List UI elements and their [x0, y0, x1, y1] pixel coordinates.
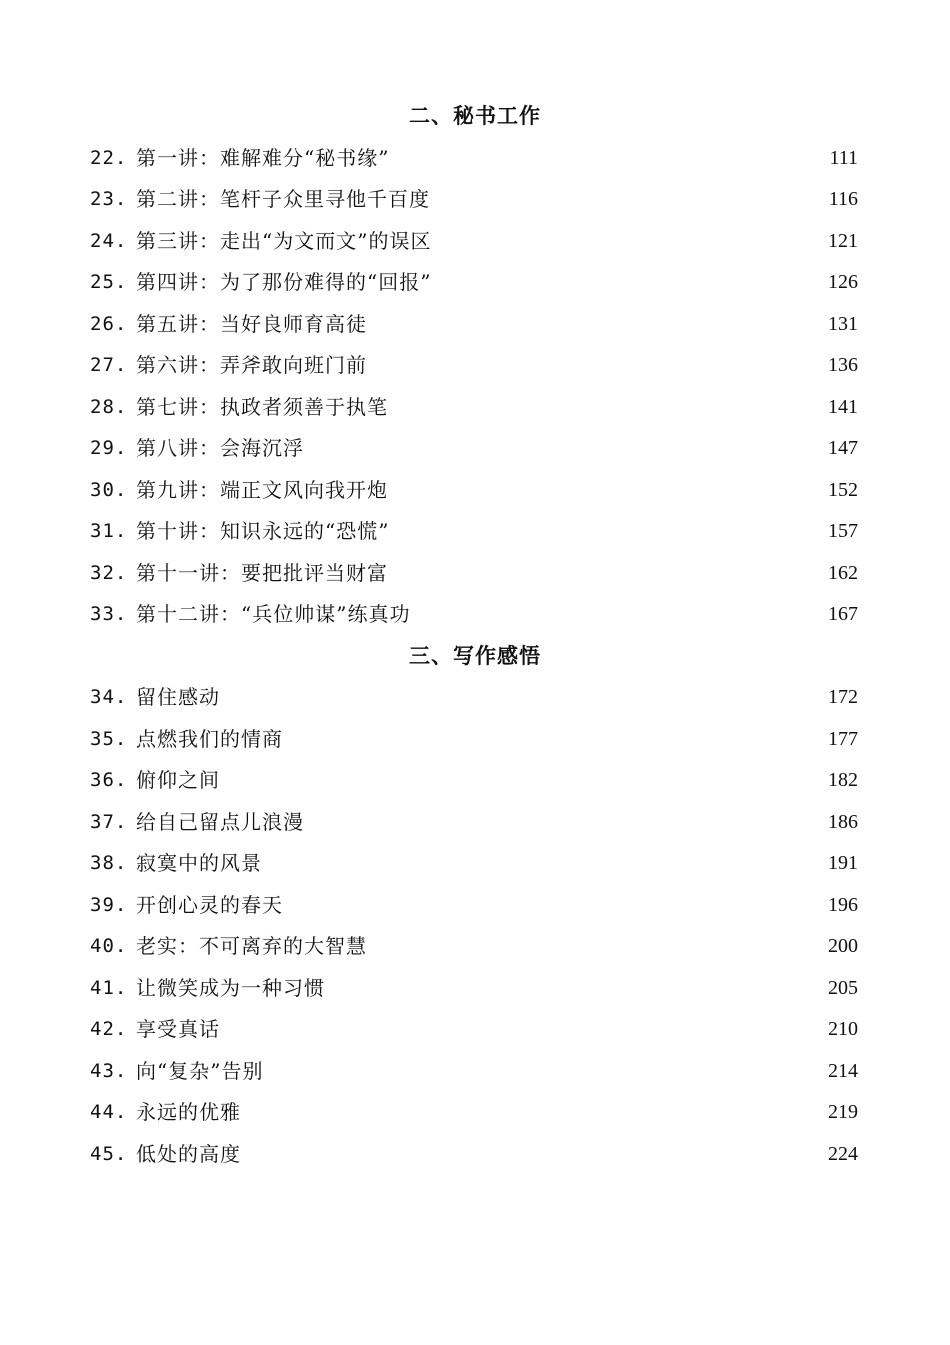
entry-number: 23. [90, 188, 128, 210]
entry-title: 第六讲：弄斧敢向班门前 [136, 353, 367, 377]
entry-number: 36. [90, 769, 128, 791]
entry-page: 191 [828, 852, 858, 874]
entry-number: 35. [90, 727, 128, 750]
toc-entry [0, 304, 950, 346]
entry-page: 177 [828, 727, 858, 750]
toc-entry [0, 677, 950, 719]
entry-page: 172 [828, 686, 858, 708]
toc-entry [0, 1051, 950, 1093]
entry-page: 200 [828, 935, 858, 957]
entry-page: 116 [828, 188, 858, 210]
entry-title: 第五讲：当好良师育高徒 [136, 311, 367, 336]
entry-number: 26. [90, 312, 128, 335]
entry-number: 43. [90, 1059, 128, 1082]
entry-title: 开创心灵的春天 [136, 892, 283, 917]
entry-page: 126 [828, 271, 858, 293]
toc-entry [0, 470, 950, 512]
entry-title: 向“复杂”告别 [136, 1058, 264, 1083]
entry-number: 24. [90, 229, 128, 252]
entry-title: 享受真话 [136, 1017, 220, 1041]
entry-number: 30. [90, 478, 128, 501]
entry-number: 33. [90, 603, 128, 625]
entry-number: 28. [90, 395, 128, 418]
entry-title: 第十二讲：“兵位帅谋”练真功 [136, 602, 411, 626]
entry-title: 低处的高度 [136, 1141, 241, 1166]
entry-title: 第三讲：走出“为文而文”的误区 [136, 228, 432, 253]
toc-entry [0, 138, 950, 180]
toc-entry [0, 428, 950, 470]
entry-page: 219 [828, 1101, 858, 1123]
toc-entry [0, 387, 950, 429]
toc-entry [0, 885, 950, 927]
toc-entry [0, 345, 950, 387]
entry-number: 31. [90, 520, 128, 542]
toc-entry [0, 179, 950, 221]
entry-number: 27. [90, 354, 128, 376]
entry-page: 141 [828, 395, 858, 418]
entry-number: 41. [90, 976, 128, 999]
entry-page: 182 [828, 769, 858, 791]
entry-title: 第四讲：为了那份难得的“回报” [136, 270, 432, 294]
entry-page: 210 [828, 1018, 858, 1040]
entry-title: 老实：不可离弃的大智慧 [136, 934, 367, 958]
entry-number: 25. [90, 271, 128, 293]
toc-entry [0, 719, 950, 761]
entry-title: 点燃我们的情商 [136, 726, 283, 751]
toc-entry [0, 262, 950, 304]
toc-entry [0, 553, 950, 595]
entry-number: 40. [90, 935, 128, 957]
entry-title: 第七讲：执政者须善于执笔 [136, 394, 388, 419]
toc-entry [0, 843, 950, 885]
toc-entry [0, 221, 950, 263]
entry-title: 让微笑成为一种习惯 [136, 975, 325, 1000]
entry-page: 167 [828, 603, 858, 625]
table-of-contents [0, 96, 950, 1175]
toc-entry [0, 1134, 950, 1176]
entry-page: 111 [829, 146, 858, 169]
entry-number: 22. [90, 146, 128, 169]
entry-number: 32. [90, 561, 128, 584]
entry-title: 永远的优雅 [136, 1100, 241, 1124]
entry-number: 38. [90, 852, 128, 874]
toc-entry [0, 926, 950, 968]
entry-number: 42. [90, 1018, 128, 1040]
entry-title: 第二讲：笔杆子众里寻他千百度 [136, 187, 430, 211]
toc-entry [0, 968, 950, 1010]
toc-entry [0, 1009, 950, 1051]
entry-page: 205 [828, 976, 858, 999]
entry-title: 第八讲：会海沉浮 [136, 436, 304, 460]
entry-title: 第十一讲：要把批评当财富 [136, 560, 388, 585]
entry-page: 131 [828, 312, 858, 335]
entry-page: 224 [828, 1142, 858, 1165]
section-heading: 三、写作感悟 [409, 643, 541, 668]
entry-page: 157 [828, 520, 858, 542]
toc-entry [0, 511, 950, 553]
entry-title: 寂寞中的风景 [136, 851, 262, 875]
entry-number: 37. [90, 810, 128, 833]
entry-page: 152 [828, 478, 858, 501]
entry-title: 第一讲：难解难分“秘书缘” [136, 145, 390, 170]
toc-entry [0, 1092, 950, 1134]
entry-page: 121 [828, 229, 858, 252]
entry-page: 162 [828, 561, 858, 584]
entry-number: 44. [90, 1101, 128, 1123]
entry-page: 147 [828, 437, 858, 459]
entry-page: 196 [828, 893, 858, 916]
entry-page: 186 [828, 810, 858, 833]
entry-title: 给自己留点儿浪漫 [136, 809, 304, 834]
entry-number: 45. [90, 1142, 128, 1165]
entry-number: 39. [90, 893, 128, 916]
entry-number: 34. [90, 686, 128, 708]
entry-page: 136 [828, 354, 858, 376]
entry-title: 第十讲：知识永远的“恐慌” [136, 519, 390, 543]
entry-number: 29. [90, 437, 128, 459]
toc-entry [0, 760, 950, 802]
section-heading: 二、秘书工作 [409, 104, 541, 128]
toc-entry [0, 594, 950, 636]
toc-entry [0, 802, 950, 844]
entry-title: 留住感动 [136, 685, 220, 709]
entry-title: 第九讲：端正文风向我开炮 [136, 477, 388, 502]
entry-page: 214 [828, 1059, 858, 1082]
entry-title: 俯仰之间 [136, 768, 220, 792]
